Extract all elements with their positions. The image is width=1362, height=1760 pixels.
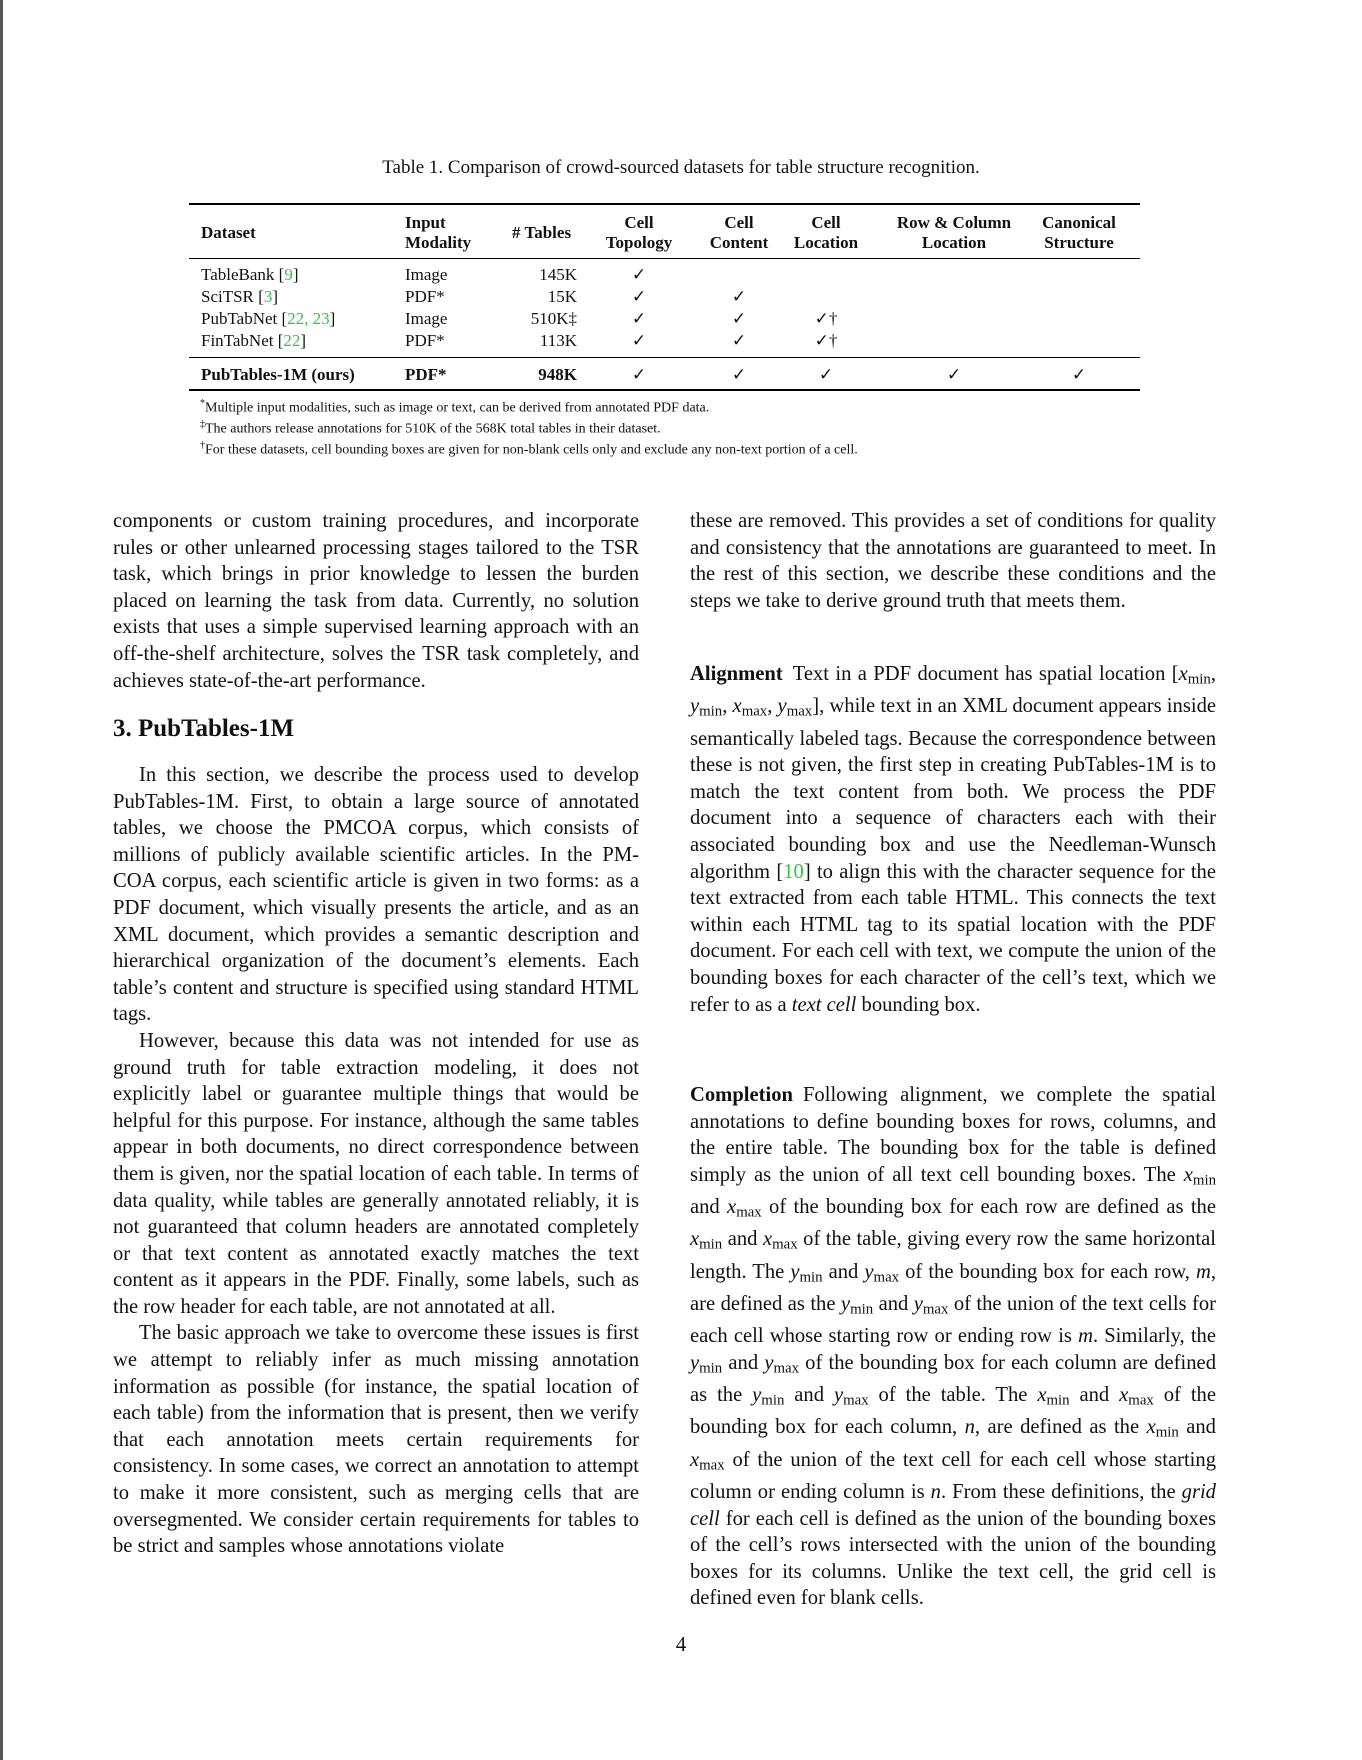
- text-run: for each cell is defined as the union of the bounding boxes of the cell’s rows intersected with the union of the bounding boxes for its columns. Unlike the text cell, the grid cell is defined even for blank cells.: [690, 1507, 1216, 1610]
- header-rowcol-line1: Row & Column: [896, 213, 1012, 232]
- table-cell-tables: 145K: [539, 265, 577, 284]
- math-sub: min: [699, 1237, 723, 1254]
- math-sub: min: [699, 704, 723, 720]
- table-top-rule: [189, 203, 1140, 205]
- math-sub: min: [1187, 671, 1211, 688]
- text-run: and: [784, 1384, 834, 1407]
- footnote-mark: ‡: [200, 419, 205, 430]
- table-cell-location: ✓†: [814, 331, 838, 350]
- alignment-heading: Alignment: [690, 663, 783, 685]
- math-sub: min: [850, 1301, 874, 1318]
- math-var: x: [1146, 1416, 1156, 1439]
- completion-heading: Completion: [690, 1084, 793, 1106]
- dataset-name: TableBank: [201, 265, 275, 284]
- dataset-name: FinTabNet: [201, 331, 274, 350]
- citation-link[interactable]: 3: [263, 287, 273, 306]
- table-cell-modality: PDF*: [405, 331, 445, 350]
- table-cell-topology: ✓: [631, 287, 647, 306]
- table-cell-topology: ✓: [631, 331, 647, 350]
- math-var: x: [690, 1448, 700, 1471]
- text-run: and: [1178, 1416, 1216, 1439]
- text-run: and: [690, 1196, 728, 1219]
- math-var: y: [840, 1292, 851, 1315]
- math-var: y: [690, 1351, 700, 1374]
- text-run: Following alignment, we complete the spatial annotations to define bounding boxes for rows, columns, and the entire table. The bounding box for the table is defined simply as the union of all text cell bounding boxes. The: [690, 1084, 1216, 1186]
- table-row-dataset: SciTSR [3]: [201, 287, 278, 306]
- text-run: ], while text in an XML document appears inside semantically labeled tags. Because the correspondence between these is not given, the first step in creating PubTables-1M is to match the text content from both. We process the PDF document into a sequence of characters each with their associated bounding box and use the Needleman-Wunsch algorithm [: [690, 695, 1217, 883]
- header-cell-content: [699, 213, 779, 253]
- math-var: y: [913, 1292, 923, 1315]
- math-var: x: [690, 1228, 700, 1251]
- math-sub: max: [741, 704, 768, 720]
- text-run: and: [1069, 1384, 1120, 1407]
- header-tables: # Tables: [512, 223, 572, 242]
- text-run: and: [873, 1292, 914, 1315]
- citation-link[interactable]: 9: [284, 265, 293, 284]
- math-var: y: [790, 1260, 800, 1283]
- math-var: x: [732, 695, 742, 718]
- math-sub: max: [736, 1204, 762, 1221]
- table-cell-canonical: ✓: [1071, 365, 1087, 384]
- paragraph: these are removed. This provides a set of conditions for quality and consistency that the annotations are guaranteed to meet. In the rest of this section, we describe these conditions and the steps we take to derive ground truth that meets them.: [690, 510, 1216, 612]
- text-run: of the union of the text cell for each cell whose starting column or ending column is: [690, 1448, 1216, 1504]
- citation-link[interactable]: 10: [783, 860, 804, 883]
- header-cell-topology: [599, 213, 679, 253]
- paragraph: However, because this data was not intended for use as ground truth for table extraction modeling, it does not explicitly label or guarantee multiple things that would be helpful for this purpose. For instance, although the same tables appear in both documents, no direct correspondence between them is given, nor the spatial location of each table. In terms of data quality, while tables are generally annotated reliably, it is not guaranteed that column headers are annotated completely or that text content as annotated exactly matches the text content as it appears in the PDF. Finally, some labels, such as the row header for each table, are not annotated at all.: [113, 1029, 639, 1318]
- table-row-dataset: FinTabNet [22]: [201, 331, 307, 350]
- alignment-paragraph: Alignment Text in a PDF document has spatial location [$x_{min}$, $y_{min}$, $x_{max}$, $y_{max}$], while text in an XML document appears inside semantically labeled tags. Because the correspondence between these is not given, the first step in creating PubTables-1M is to match the text content from both. We process the PDF document into a sequence of characters each with their associated bounding box and use the Needleman-Wunsch algorithm [10] to align this with the character sequence for the text extracted from each table HTML. This connects the text within each HTML tag to its spatial location with the PDF document. For each cell with text, we compute the union of the bounding boxes for each character of the cell’s text, which we refer to as a text cell bounding box.: [690, 663, 1217, 1016]
- math-var: n: [930, 1481, 941, 1504]
- citation-link[interactable]: 22, 23: [287, 309, 330, 328]
- table-cell-topology: ✓: [631, 265, 647, 284]
- math-var: x: [762, 1228, 773, 1251]
- paragraph: components or custom training procedures, and incorporate rules or other unlearned processing stages tailored to the TSR task, which brings in prior knowledge to lessen the burden placed on learning the task from data. Currently, no solution exists that uses a simple supervised learning approach with an off-the-shelf architecture, solves the TSR task completely, and achieves state-of-the-art performance.: [113, 510, 639, 692]
- math-var: x: [1119, 1384, 1129, 1407]
- math-sub: min: [1155, 1425, 1179, 1442]
- header-input-modality: [405, 213, 471, 253]
- math-var: y: [864, 1260, 874, 1283]
- table-cell-topology: ✓: [631, 365, 647, 384]
- header-cell-location: [786, 213, 866, 253]
- table-mid-rule: [189, 357, 1140, 358]
- table-cell-content: ✓: [731, 287, 747, 306]
- math-var: y: [764, 1351, 774, 1374]
- header-location-line2: Location: [793, 233, 859, 252]
- footnote: [200, 440, 858, 459]
- math-var: y: [690, 695, 700, 718]
- text-run: of the table, giving every row the same horizontal length. The: [690, 1228, 1216, 1283]
- dataset-name: SciTSR: [201, 287, 254, 306]
- text-run: of the bounding box for each column are defined as the: [690, 1351, 1216, 1407]
- citation-link[interactable]: 22: [283, 331, 301, 350]
- section-title: 3. PubTables-1M: [113, 715, 295, 742]
- text-run: of the bounding box for each row,: [899, 1260, 1196, 1283]
- table-cell-modality: Image: [405, 265, 448, 284]
- text-run: bounding box.: [856, 993, 981, 1016]
- math-sub: min: [761, 1392, 785, 1409]
- text-run: ] to align this with the character sequence for the text extracted from each table HTML. This connects the text within each HTML tag to its spatial location with the PDF document. For each cell with text, we compute the union of the bounding boxes for each character of the cell’s text, which we refer to as a: [690, 860, 1216, 1016]
- text-run: , are defined as the: [690, 1260, 1217, 1315]
- text-run: of the bounding box for each column,: [690, 1384, 1216, 1439]
- header-canonical-line1: Canonical: [1042, 213, 1116, 232]
- table-cell-content: ✓: [731, 331, 747, 350]
- table-row-dataset: PubTabNet [22, 23]: [201, 309, 336, 328]
- math-var: m: [1078, 1325, 1093, 1348]
- header-topology-line1: Cell: [624, 213, 654, 232]
- math-var: m: [1195, 1260, 1211, 1283]
- table-cell-content: ✓: [731, 365, 747, 384]
- math-var: x: [1037, 1384, 1047, 1407]
- table-cell-tables: 113K: [539, 331, 577, 350]
- math-sub: min: [1192, 1172, 1216, 1189]
- header-content-line1: Cell: [724, 213, 754, 232]
- table-header-rule: [189, 258, 1140, 259]
- footnote: [200, 419, 661, 438]
- math-sub: min: [799, 1269, 823, 1286]
- text-run: and: [722, 1351, 765, 1374]
- math-var: x: [727, 1196, 737, 1219]
- table-row-dataset: TableBank [9]: [201, 265, 299, 284]
- header-row-column-location: [889, 213, 1019, 253]
- text-run: of the union of the text cells for each cell whose starting row or ending row is: [690, 1292, 1216, 1348]
- math-var: y: [777, 695, 787, 718]
- window-edge: [0, 0, 3, 1760]
- text-run: . From these definitions, the: [940, 1481, 1182, 1504]
- table-cell-tables: 15K: [547, 287, 577, 306]
- text-run: . Similarly, the: [1092, 1325, 1216, 1348]
- text-run: , are defined as the: [974, 1416, 1147, 1439]
- math-sub: max: [699, 1457, 725, 1474]
- math-sub: max: [843, 1392, 869, 1409]
- table-cell-rowcol: ✓: [946, 365, 962, 384]
- table-cell-location: ✓: [818, 365, 834, 384]
- header-canonical-line2: Structure: [1044, 233, 1114, 252]
- math-var: x: [1183, 1163, 1193, 1186]
- header-rowcol-line2: Location: [921, 233, 987, 252]
- footnote-mark: *: [200, 398, 205, 409]
- table-row-dataset-ours: PubTables-1M (ours): [201, 365, 355, 384]
- math-sub: max: [873, 1269, 900, 1286]
- math-var: n: [964, 1416, 975, 1439]
- left-column-body: [113, 762, 639, 1560]
- table-cell-tables: 510K‡: [530, 309, 577, 328]
- term-text-cell: text cell: [791, 993, 857, 1016]
- header-topology-line2: Topology: [605, 233, 673, 252]
- table-bottom-rule: [189, 389, 1140, 391]
- math-sub: max: [772, 1237, 798, 1254]
- table-cell-content: ✓: [731, 309, 747, 328]
- math-sub: min: [699, 1360, 723, 1377]
- math-sub: max: [1128, 1392, 1154, 1409]
- math-sub: min: [1046, 1392, 1070, 1409]
- table-cell-topology: ✓: [631, 309, 647, 328]
- math-sub: max: [773, 1360, 799, 1377]
- page-number: 4: [675, 1632, 687, 1656]
- footnote-text: The authors release annotations for 510K of the 568K total tables in their dataset.: [205, 421, 661, 437]
- header-content-line2: Content: [709, 233, 769, 252]
- text-run: Text in a PDF document has spatial location [: [792, 663, 1179, 685]
- table-cell-modality: PDF*: [405, 365, 447, 384]
- table-cell-modality: PDF*: [405, 287, 445, 306]
- table-caption: Table 1. Comparison of crowd-sourced datasets for table structure recognition.: [382, 157, 980, 178]
- header-modality-line2: Modality: [405, 233, 472, 252]
- right-column-intro: [690, 508, 1216, 614]
- header-canonical-structure: [1029, 213, 1129, 253]
- header-dataset: Dataset: [201, 223, 256, 242]
- paragraph: The basic approach we take to overcome these issues is first we attempt to reliably infer as much missing annotation information as possible (for instance, the spatial location of each table) from the information that is present, then we verify that each annotation meets certain requirements for consistency. In some cases, we correct an annotation to attempt to make it more consistent, such as merging cells that are oversegmented. We consider certain requirements for tables to be strict and samples whose annotations violate: [113, 1322, 639, 1558]
- table-cell-tables: 948K: [538, 365, 577, 384]
- paragraph: In this section, we describe the process used to develop PubTables-1M. First, to obtain a large source of annotated tables, we choose the PMCOA corpus, which consists of millions of publicly available scientific articles. In the PM-COA corpus, each scientific article is given in two forms: as a PDF document, which visually presents the article, and as an XML document, which provides a semantic description and hierarchical organization of the document’s elements. Each table’s content and structure is specified using standard HTML tags.: [113, 764, 639, 1026]
- math-var: x: [1178, 663, 1188, 685]
- text-run: of the table. The: [868, 1384, 1038, 1407]
- math-sub: max: [786, 704, 813, 720]
- math-var: y: [752, 1384, 762, 1407]
- dataset-name: PubTabNet: [201, 309, 278, 328]
- term-grid-cell: grid cell: [690, 1481, 1216, 1530]
- left-column-intro: [113, 508, 639, 694]
- footnote: [200, 398, 709, 417]
- text-run: of the bounding box for each row are defined as the: [761, 1196, 1216, 1219]
- table-cell-modality: Image: [405, 309, 448, 328]
- table-cell-location: ✓†: [814, 309, 838, 328]
- header-modality-line1: Input: [405, 213, 446, 232]
- footnote-text: For these datasets, cell bounding boxes are given for non-blank cells only and exclude any non-text portion of a cell.: [205, 442, 858, 458]
- text-run: and: [822, 1260, 865, 1283]
- math-sub: max: [922, 1301, 949, 1318]
- math-var: y: [833, 1384, 844, 1407]
- completion-paragraph: [690, 1082, 1216, 1612]
- header-location-line1: Cell: [811, 213, 841, 232]
- text-run: and: [722, 1228, 763, 1251]
- footnote-text: Multiple input modalities, such as image or text, can be derived from annotated PDF data.: [205, 400, 710, 416]
- footnote-mark: †: [200, 440, 205, 451]
